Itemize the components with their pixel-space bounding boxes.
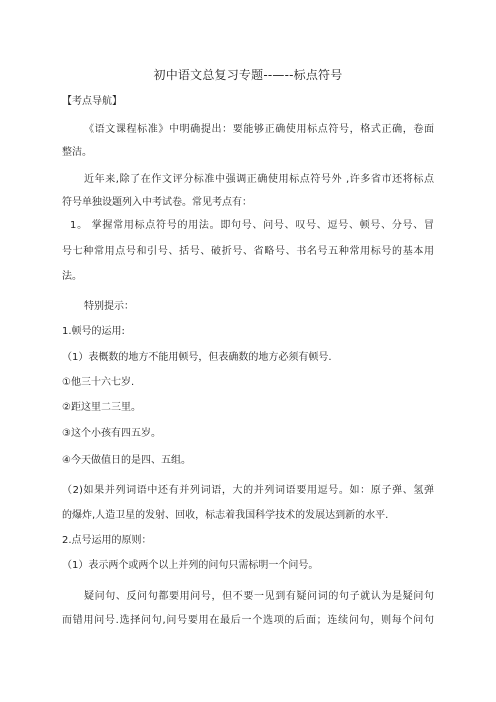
subheading: 2.点号运用的原则： bbox=[62, 535, 152, 546]
paragraph-line: 符号单独设题列入中考试卷。常见考点有： bbox=[62, 197, 252, 208]
paragraph-line: 整洁。 bbox=[62, 147, 92, 158]
paragraph-line: （1）表概数的地方不能用顿号，但表确数的地方必须有顿号. bbox=[62, 352, 332, 363]
list-item: ①他三十六七岁. bbox=[62, 377, 135, 388]
subheading: 1.顿号的运用: bbox=[62, 326, 125, 337]
paragraph-line: 法。 bbox=[62, 271, 82, 282]
page-title: 初中语文总复习专题--—--标点符号 bbox=[153, 68, 343, 82]
special-tip-heading: 特别提示： bbox=[84, 301, 134, 312]
paragraph-line: 疑问句、反问句都要用问号，但不要一见到有疑问词的句子就认为是疑问句 bbox=[84, 591, 434, 602]
paragraph-line: （2)如果并列词语中还有并列词语，大的并列词语要用逗号。如：原子弹、氢弹 bbox=[62, 485, 434, 496]
paragraph-line: 的爆炸,人造卫星的发射、回收，标志着我国科学技术的发展达到新的水平. bbox=[62, 510, 389, 521]
list-item: ②距这里二三里。 bbox=[62, 402, 141, 413]
list-item: ④今天做值日的是四、五组。 bbox=[62, 455, 191, 466]
paragraph-line: 而错用问号.选择问句,问号要用在最后一个选项的后面；连续问句，则每个问句 bbox=[62, 615, 434, 626]
paragraph-line: （1）表示两个或两个以上并列的问句只需标明一个问号。 bbox=[62, 560, 319, 571]
paragraph-line: 1。 掌握常用标点符号的用法。即句号、问号、叹号、逗号、顿号、分号、冒 bbox=[70, 220, 434, 231]
section-heading-exam-points: 【考点导航】 bbox=[62, 96, 122, 107]
list-item: ③这个小孩有四五岁。 bbox=[62, 428, 161, 439]
paragraph-line: 近年来,除了在作文评分标准中强调正确使用标点符号外 ,许多省市还将标点 bbox=[84, 174, 434, 185]
paragraph-line: 《语文课程标准》中明确提出：要能够正确使用标点符号，格式正确，卷面 bbox=[84, 124, 434, 135]
paragraph-line: 号七种常用点号和引号、括号、破折号、省略号、书名号五种常用标号的基本用 bbox=[62, 246, 434, 257]
